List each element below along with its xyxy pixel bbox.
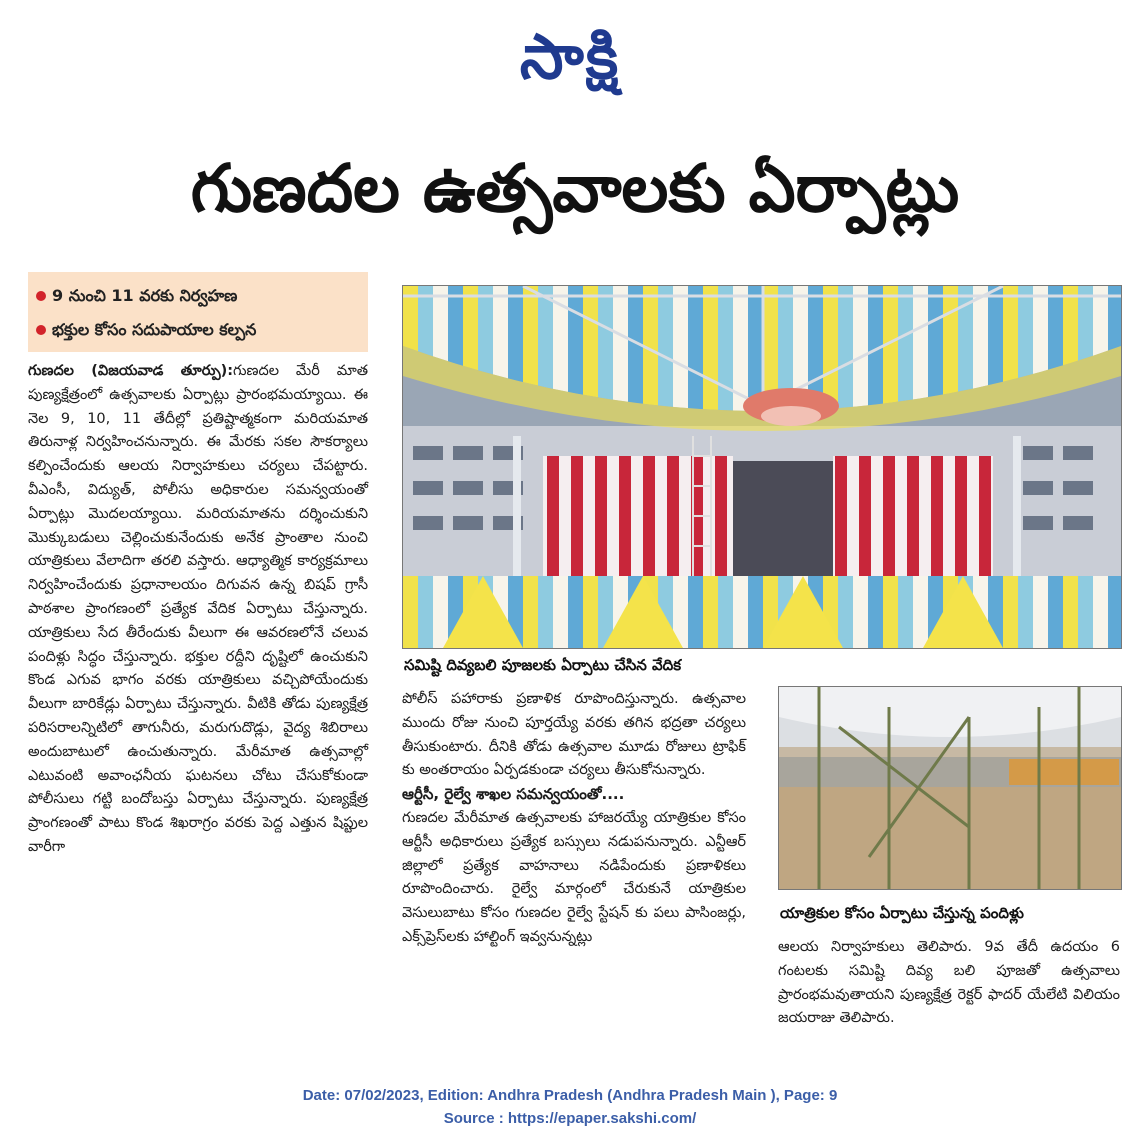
- column-2-text-a: పోలీస్ పహారాకు ప్రణాళిక రూపొందిస్తున్నారు. ఉత్సవాల ముందు రోజు నుంచి పూర్తయ్యే వరకు తగిన భద్రతా చర్యలు తీసుకుంటారు. దీనికి తోడు ఉత్సవాల మూడు రోజులు ట్రాఫిక్ కు అంతరాయం ఏర్పడకుండా చర్యలు తీసుకోనున్నారు.: [402, 691, 746, 779]
- stage-photo: [402, 285, 1122, 649]
- pandal-photo-caption: యాత్రికుల కోసం ఏర్పాటు చేస్తున్న పందిళ్లు: [780, 904, 1024, 922]
- article-column-1: [28, 360, 368, 1060]
- highlight-item: 9 నుంచి 11 వరకు నిర్వహణ: [36, 286, 237, 309]
- bullet-icon: [36, 291, 46, 301]
- pandal-image: [779, 687, 1121, 889]
- stage-canopy-image: [403, 286, 1121, 648]
- sakshi-logo: సాక్షి: [519, 20, 621, 93]
- column-1-text: గుణదల మేరీ మాత పుణ్యక్షేత్రంలో ఉత్సవాలకు ఏర్పాట్లు ప్రారంభమయ్యాయి. ఈ నెల 9, 10, 11 తేదీల్లో ప్రతిష్టాత్మకంగా మరియమాత తిరునాళ్ల నిర్వహించనున్నారు. ఈ మేరకు సకల సౌకర్యాలు కల్పించేందుకు ఆలయ నిర్వాహకులు చర్యలు చేపట్టారు. వీఎంసీ, విద్యుత్, పోలీసు అధికారుల సమన్వయంతో ఏర్పాట్లు మొదలయ్యాయి. మరియమాతను దర్శించుకుని మొక్కుబడులు చెల్లించుకునేందుకు అనేక ప్రాంతాల నుంచి యాత్రికులు వేలాదిగా తరలి వస్తారు. ఆధ్యాత్మిక కార్యక్రమాలు నిర్వహించేందుకు ప్రధానాలయం దిగువన ఉన్న బిషప్ గ్రాసీ పాఠశాల ప్రాంగణంలో ప్రత్యేక వేదిక ఏర్పాటు చేస్తున్నారు. యాత్రికులు సేద తీరేందుకు వీలుగా ఈ ఆవరణలోనే చలువ పందిళ్లు సిద్ధం చేస్తున్నారు. భక్తుల రద్దీని దృష్టిలో ఉంచుకుని కొండ ఎగువ భాగం వరకు యాత్రికులు వచ్చిపోయేందుకు వీలుగా బారికేడ్లు ఏర్పాటు చేస్తున్నారు. వీటికి తోడు పుణ్యక్షేత్ర పరిసరాలన్నిటిలో తాగునీరు, మరుగుదొడ్లు, వైద్య శిబిరాలు అందుబాటులో ఉంచుతున్నారు. మేరీమాత ఉత్సవాల్లో ఎటువంటి అవాంఛనీయ ఘటనలు చోటు చేసుకోకుండా పోలీసులు గట్టి బందోబస్తు ఏర్పాటు చేస్తున్నారు. పుణ్యక్షేత్ర ప్రాంగణంతో పాటు కొండ శిఖరాగ్రం వరకు పెద్ద ఎత్తున షిప్టుల వారీగా: [28, 363, 368, 855]
- article-headline: గుణదల ఉత్సవాలకు ఏర్పాట్లు: [190, 150, 960, 227]
- stage-photo-caption: సమిష్టి దివ్యబలి పూజలకు ఏర్పాటు చేసిన వేదిక: [404, 656, 682, 674]
- column-2-text-b: గుణదల మేరీమాత ఉత్సవాలకు హాజరయ్యే యాత్రికుల కోసం ఆర్టీసీ అధికారులు ప్రత్యేక బస్సులు నడుపనున్నారు. ఎన్టీఆర్ జిల్లాలో ప్రత్యేక వాహనాలు నడిపేందుకు ప్రణాళికలు రూపొందించారు. రైల్వే మార్గంలో చేరుకునే యాత్రికుల వెసులుబాటు కోసం గుణదల రైల్వే స్టేషన్ కు పలు పాసింజర్లు, ఎక్స్‌ప్రెస్‌లకు హాల్టింగ్ ఇవ్వనున్నట్లు: [402, 809, 746, 945]
- article-column-2: [402, 688, 746, 1063]
- highlights-box: [28, 272, 368, 352]
- dateline: గుణదల (విజయవాడ తూర్పు):: [28, 363, 234, 379]
- source-info: Source : https://epaper.sakshi.com/: [443, 1110, 697, 1127]
- rtc-railway-subhead: ఆర్టీసీ, రైల్వే శాఖల సమన్వయంతో....: [402, 785, 625, 804]
- edition-info: Date: 07/02/2023, Edition: Andhra Pradesh (Andhra Pradesh Main ), Page: 9: [302, 1087, 838, 1104]
- pandal-photo: [778, 686, 1122, 890]
- article-column-3: [778, 936, 1120, 1060]
- bullet-icon: [36, 325, 46, 335]
- column-3-text: ఆలయ నిర్వాహకులు తెలిపారు. 9వ తేదీ ఉదయం 6 గంటలకు సమిష్టి దివ్య బలి పూజతో ఉత్సవాలు ప్రారంభమవుతాయని పుణ్యక్షేత్ర రెక్టర్ ఫాదర్ యేలేటి విలియం జయరాజు తెలిపారు.: [778, 939, 1120, 1027]
- highlight-item: భక్తుల కోసం సదుపాయాల కల్పన: [36, 320, 256, 343]
